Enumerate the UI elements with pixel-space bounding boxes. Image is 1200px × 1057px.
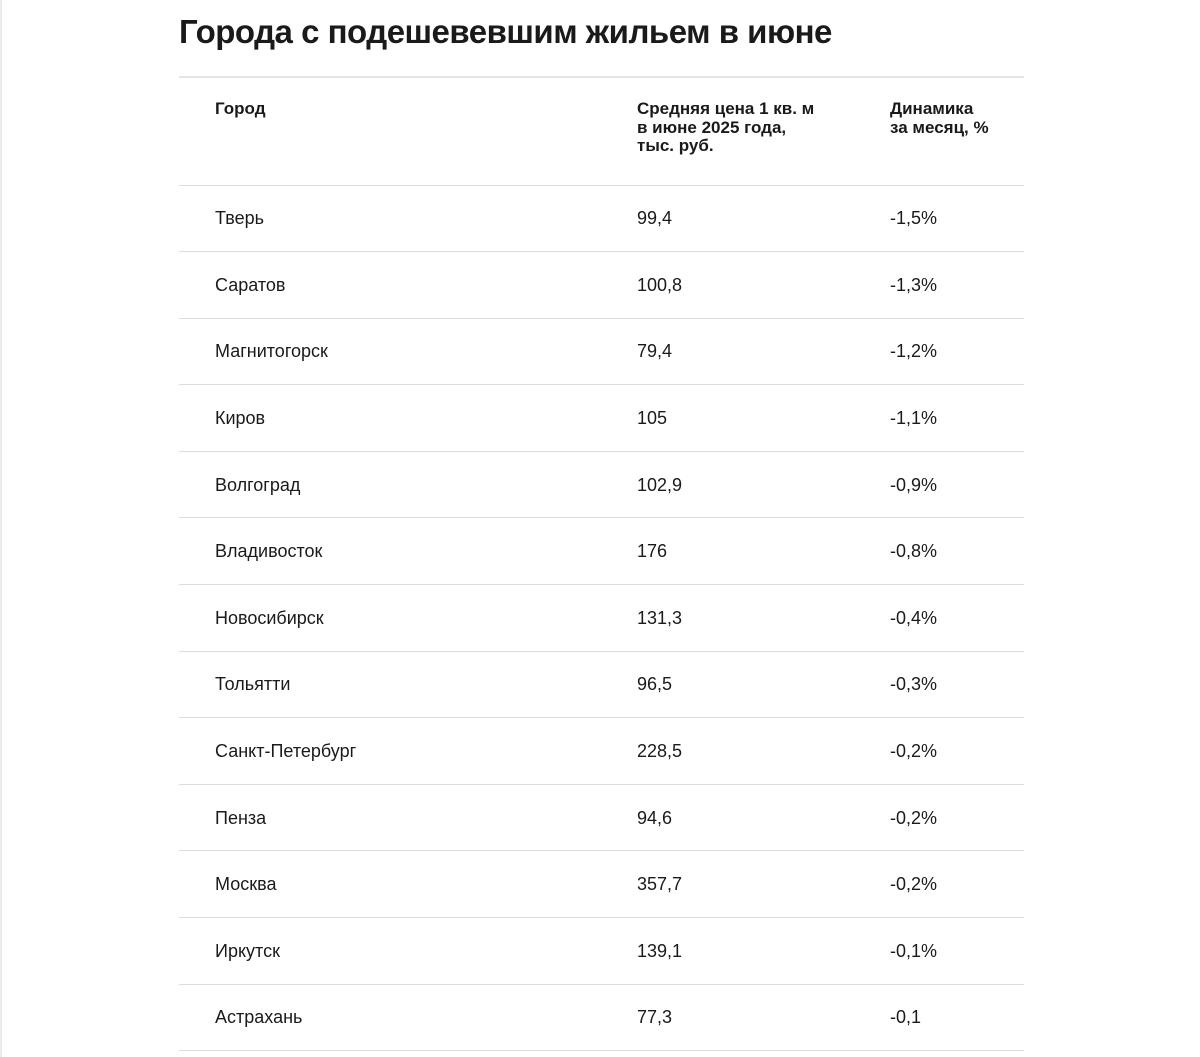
cell-change: -0,3%	[855, 651, 1024, 718]
table-title: Города с подешевевшим жильем в июне	[179, 13, 832, 50]
cell-price: 96,5	[602, 651, 855, 718]
cell-price: 99,4	[602, 185, 855, 252]
cell-change: -0,2%	[855, 718, 1024, 785]
table-row	[179, 518, 1024, 585]
page-left-border	[0, 0, 2, 1057]
cell-city: Санкт-Петербург	[179, 718, 602, 785]
cell-city: Владивосток	[179, 518, 602, 585]
cell-city: Тверь	[179, 185, 602, 252]
cell-city: Тольятти	[179, 651, 602, 718]
cell-price: 228,5	[602, 718, 855, 785]
cell-price: 94,6	[602, 784, 855, 851]
table-row	[179, 451, 1024, 518]
table-row	[179, 318, 1024, 385]
table-row	[179, 252, 1024, 319]
cell-change: -1,5%	[855, 185, 1024, 252]
cell-change: -0,8%	[855, 518, 1024, 585]
cell-price: 139,1	[602, 918, 855, 985]
cell-city: Саратов	[179, 252, 602, 319]
cities-price-table	[179, 76, 1024, 1051]
cell-city: Пенза	[179, 784, 602, 851]
table-row	[179, 585, 1024, 652]
cell-city: Москва	[179, 851, 602, 918]
cell-city: Киров	[179, 385, 602, 452]
cell-price: 102,9	[602, 451, 855, 518]
cell-price: 131,3	[602, 585, 855, 652]
cell-city: Волгоград	[179, 451, 602, 518]
table-row	[179, 851, 1024, 918]
table-row	[179, 984, 1024, 1051]
table-row	[179, 385, 1024, 452]
header-change: Динамика за месяц, %	[855, 77, 1024, 185]
cell-city: Новосибирск	[179, 585, 602, 652]
table-row	[179, 718, 1024, 785]
cell-price: 357,7	[602, 851, 855, 918]
cell-city: Иркутск	[179, 918, 602, 985]
cell-change: -1,3%	[855, 252, 1024, 319]
cell-city: Астрахань	[179, 984, 602, 1051]
cell-change: -0,4%	[855, 585, 1024, 652]
table-row	[179, 918, 1024, 985]
table-row	[179, 784, 1024, 851]
cell-change: -0,1	[855, 984, 1024, 1051]
cell-change: -0,1%	[855, 918, 1024, 985]
cell-price: 105	[602, 385, 855, 452]
table-row	[179, 651, 1024, 718]
header-city: Город	[179, 77, 602, 185]
cell-change: -1,2%	[855, 318, 1024, 385]
cell-price: 77,3	[602, 984, 855, 1051]
header-price: Средняя цена 1 кв. м в июне 2025 года, тыс. руб.	[602, 77, 855, 185]
cell-change: -0,9%	[855, 451, 1024, 518]
table-header-row	[179, 77, 1024, 185]
cell-city: Магнитогорск	[179, 318, 602, 385]
cell-change: -0,2%	[855, 784, 1024, 851]
table-row	[179, 185, 1024, 252]
article-content	[179, 0, 1024, 1051]
cell-change: -0,2%	[855, 851, 1024, 918]
cell-change: -1,1%	[855, 385, 1024, 452]
cell-price: 79,4	[602, 318, 855, 385]
cell-price: 176	[602, 518, 855, 585]
cell-price: 100,8	[602, 252, 855, 319]
